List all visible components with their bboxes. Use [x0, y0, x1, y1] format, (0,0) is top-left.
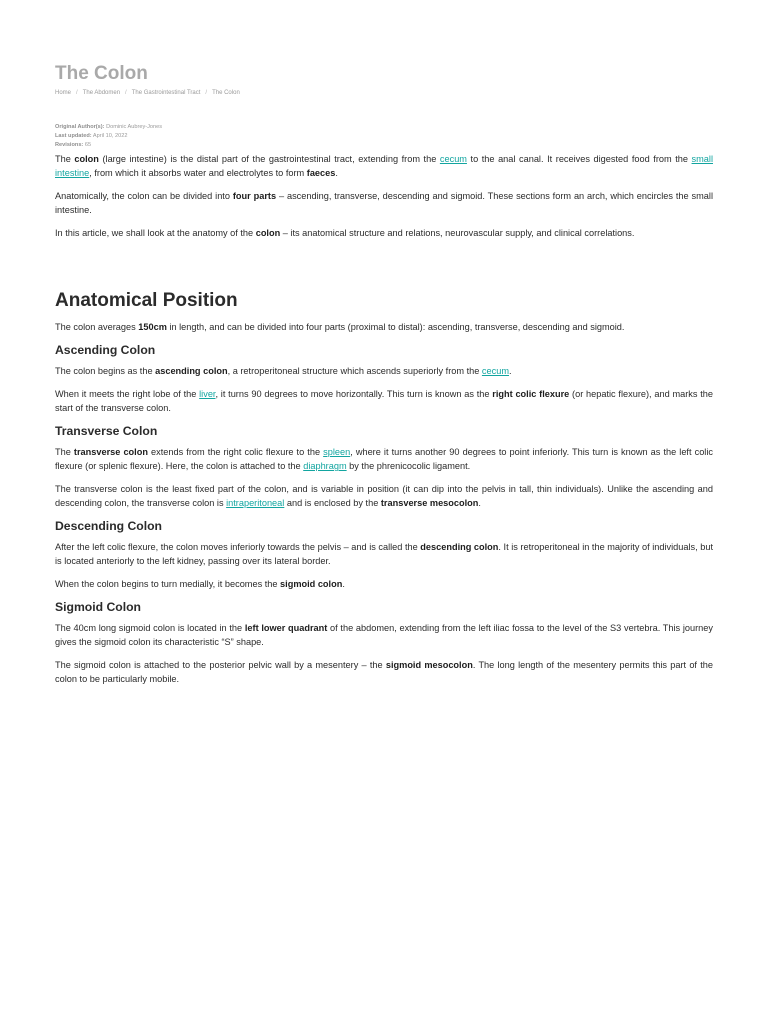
- meta-revisions: [55, 141, 713, 150]
- anatomical-paragraph-1: [55, 320, 713, 334]
- text-run: Anatomically, the colon can be divided into: [55, 191, 233, 201]
- descending-paragraph-2: [55, 577, 713, 591]
- bold-term: descending colon: [420, 542, 499, 552]
- bold-term: transverse mesocolon: [380, 498, 479, 508]
- subsection-title-transverse: Transverse Colon: [55, 424, 158, 438]
- article-content: [55, 63, 713, 695]
- ascending-paragraph-2: [55, 387, 713, 415]
- text-run: The: [55, 154, 75, 164]
- text-run: , where it turns another 90 degrees to point inferiorly. This turn is known as the left colic flexure (or splenic flexure). Here, the colon is attached to the: [55, 447, 713, 471]
- meta-revisions-value: 65: [84, 142, 92, 148]
- inline-link[interactable]: diaphragm: [303, 461, 347, 471]
- bold-term: transverse colon: [73, 447, 148, 457]
- inline-link[interactable]: intraperitoneal: [226, 498, 285, 508]
- intro-section: [55, 152, 713, 240]
- breadcrumb-current[interactable]: The Colon: [212, 90, 240, 96]
- breadcrumb-separator: /: [76, 90, 78, 96]
- text-run: The sigmoid colon is attached to the posterior pelvic wall by a mesentery – the: [55, 660, 386, 670]
- page-title: The Colon: [55, 63, 148, 84]
- sigmoid-paragraph-2: [55, 658, 713, 686]
- intro-paragraph-3: [55, 226, 713, 240]
- inline-link[interactable]: liver: [199, 389, 216, 399]
- inline-link[interactable]: cecum: [481, 366, 509, 376]
- text-run: – its anatomical structure and relations, neurovascular supply, and clinical correlations.: [280, 228, 635, 238]
- meta-updated-value: April 10, 2022: [92, 133, 128, 139]
- text-run: .: [342, 579, 345, 589]
- bold-term: faeces: [306, 168, 336, 178]
- text-run: to the anal canal. It receives digested food from the: [466, 154, 692, 164]
- bold-term: colon: [74, 154, 99, 164]
- text-run: (or hepatic flexure), and marks the start of the transverse colon.: [55, 389, 713, 413]
- breadcrumb: [55, 89, 713, 98]
- section-title-anatomical-position: Anatomical Position: [55, 290, 238, 311]
- ascending-paragraph-1: [55, 364, 713, 378]
- inline-link[interactable]: spleen: [323, 447, 351, 457]
- breadcrumb-abdomen[interactable]: The Abdomen: [82, 90, 121, 96]
- meta-author-value: Dominic Aubrey-Jones: [106, 124, 163, 130]
- text-run: – ascending, transverse, descending and sigmoid. These sections form an arch, which encircles the small intestine.: [55, 191, 713, 215]
- subsection-title-ascending: Ascending Colon: [55, 343, 156, 357]
- meta-author-label: Original Author(s):: [55, 124, 105, 130]
- article-meta: [55, 123, 713, 150]
- bold-term: colon: [255, 228, 281, 238]
- text-run: . It is retroperitoneal in the majority of individuals, but is located anteriorly to the left kidney, passing over its lateral border.: [55, 542, 713, 566]
- breadcrumb-gi-tract[interactable]: The Gastrointestinal Tract: [131, 90, 201, 96]
- bold-term: left lower quadrant: [244, 623, 328, 633]
- text-run: The colon begins as the: [55, 366, 156, 376]
- text-run: , a retroperitoneal structure which ascends superiorly from the: [227, 366, 482, 376]
- text-run: . The long length of the mesentery permits this part of the colon to be particularly mobile.: [55, 660, 713, 684]
- inline-link[interactable]: cecum: [439, 154, 467, 164]
- text-run: (large intestine) is the distal part of the gastrointestinal tract, extending from the: [98, 154, 440, 164]
- intro-paragraph-1: [55, 152, 713, 180]
- inline-link[interactable]: small intestine: [55, 154, 713, 178]
- meta-revisions-label: Revisions:: [55, 142, 84, 148]
- transverse-paragraph-2: [55, 482, 713, 510]
- text-run: The transverse colon is the least fixed part of the colon, and is variable in position (it can dip into the pelvis in tall, thin individuals). Unlike the ascending and descending colon, the transverse colon is: [55, 484, 713, 508]
- bold-term: sigmoid colon: [280, 579, 343, 589]
- sigmoid-paragraph-1: [55, 621, 713, 649]
- transverse-paragraph-1: [55, 445, 713, 473]
- bold-term: ascending colon: [155, 366, 228, 376]
- text-run: The: [55, 447, 74, 457]
- text-run: and is enclosed by the: [284, 498, 381, 508]
- text-run: , it turns 90 degrees to move horizontally. This turn is known as the: [215, 389, 493, 399]
- meta-updated: [55, 132, 713, 141]
- bold-term: right colic flexure: [492, 389, 570, 399]
- descending-paragraph-1: [55, 540, 713, 568]
- text-run: by the phrenicocolic ligament.: [346, 461, 471, 471]
- text-run: , from which it absorbs water and electrolytes to form: [89, 168, 307, 178]
- text-run: .: [335, 168, 338, 178]
- text-run: When it meets the right lobe of the: [55, 389, 200, 399]
- text-run: extends from the right colic flexure to the: [147, 447, 324, 457]
- text-run: The 40cm long sigmoid colon is located in the: [55, 623, 245, 633]
- breadcrumb-separator: /: [205, 90, 208, 96]
- text-run: After the left colic flexure, the colon moves inferiorly towards the pelvis – and is called the: [55, 542, 421, 552]
- text-run: .: [478, 498, 481, 508]
- intro-paragraph-2: [55, 189, 713, 217]
- text-run: in length, and can be divided into four parts (proximal to distal): ascending, transverse, descending and sigmoid.: [166, 322, 625, 332]
- subsection-title-sigmoid: Sigmoid Colon: [55, 600, 141, 614]
- text-run: of the abdomen, extending from the left iliac fossa to the level of the S3 vertebra. This journey gives the sigmoid colon its characteristic “S” shape.: [55, 623, 713, 647]
- text-run: In this article, we shall look at the anatomy of the: [55, 228, 256, 238]
- text-run: .: [508, 366, 512, 376]
- bold-term: four parts: [232, 191, 277, 201]
- text-run: The colon averages: [55, 322, 139, 332]
- text-run: When the colon begins to turn medially, it becomes the: [55, 579, 281, 589]
- meta-updated-label: Last updated:: [55, 133, 92, 139]
- subsection-title-descending: Descending Colon: [55, 519, 162, 533]
- meta-author: [55, 123, 713, 132]
- bold-term: sigmoid mesocolon: [385, 660, 473, 670]
- breadcrumb-separator: /: [125, 90, 127, 96]
- bold-term: 150cm: [138, 322, 167, 332]
- breadcrumb-home[interactable]: Home: [55, 90, 72, 96]
